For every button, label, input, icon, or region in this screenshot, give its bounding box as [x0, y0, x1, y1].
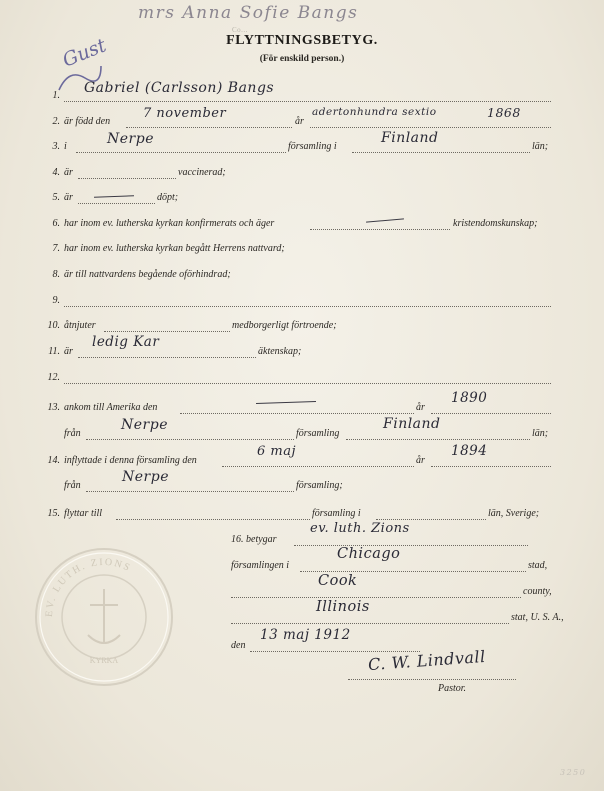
pencil-name-annotation: mrs Anna Sofie Bangs	[138, 3, 359, 23]
field-line	[431, 413, 551, 414]
field-moved-from: Nerpe	[122, 469, 169, 485]
signature: C. W. Lindvall	[367, 646, 487, 675]
date-label: den	[231, 640, 246, 651]
field-line	[231, 597, 521, 598]
dash-mark	[256, 401, 316, 404]
field-line	[104, 331, 230, 332]
field-line	[222, 466, 414, 467]
watermark-text: Co...	[232, 26, 248, 34]
arrived-america-label: ankom till Amerika den	[64, 402, 158, 413]
line-number: 11.	[48, 346, 60, 357]
blue-annotation: Gust	[59, 34, 110, 72]
field-line	[346, 439, 530, 440]
year-label: år	[416, 455, 425, 466]
parish-label: församling	[296, 428, 340, 439]
dash-mark	[366, 218, 404, 222]
field-born-day: 7 november	[143, 106, 227, 121]
parish-label: församling;	[296, 480, 343, 491]
field-line	[126, 127, 292, 128]
field-born-year-words: adertonhundra sextio	[312, 106, 437, 118]
field-moved-year: 1894	[451, 443, 488, 459]
parish-in-label: församling i	[312, 508, 361, 519]
field-line	[86, 491, 294, 492]
civic-trust-label: medborgerligt förtroende;	[232, 320, 337, 331]
line-number: 12.	[47, 372, 60, 383]
line-number: 1.	[52, 90, 60, 101]
field-line	[180, 413, 414, 414]
pastor-label: Pastor.	[438, 683, 467, 694]
baptized-label: döpt;	[157, 192, 179, 203]
embossed-seal	[30, 543, 178, 691]
line-number: 7.	[52, 243, 60, 254]
vaccinated-label: vaccinerad;	[178, 167, 226, 178]
is-label: är	[64, 167, 73, 178]
year-label: år	[416, 402, 425, 413]
town-label: stad,	[528, 560, 548, 571]
line-number: 9.	[52, 295, 60, 306]
line-number: 15.	[47, 508, 60, 519]
field-arrival-year: 1890	[451, 390, 488, 406]
from-label: från	[64, 480, 81, 491]
lan-label: län;	[532, 141, 549, 152]
field-line	[300, 571, 526, 572]
enjoys-label: åtnjuter	[64, 320, 96, 331]
marriage-label: äktenskap;	[258, 346, 302, 357]
is-label: är	[64, 192, 73, 203]
field-line	[431, 466, 551, 467]
field-line	[78, 357, 256, 358]
field-arrival-lan: Finland	[383, 416, 441, 432]
dash-mark	[94, 195, 134, 197]
seal-ring-text: EV. LUTH. ZIONS	[43, 556, 133, 618]
svg-text:EV. LUTH. ZIONS	[44, 557, 133, 617]
parish-in-label: församling i	[288, 141, 337, 152]
certifies-label: 16. betygar	[231, 534, 277, 545]
field-line	[310, 229, 450, 230]
field-line	[78, 178, 176, 179]
communion-label: har inom ev. lutherska kyrkan begått Herrens nattvard;	[64, 243, 285, 254]
field-line	[76, 152, 286, 153]
field-county: Cook	[318, 573, 358, 589]
knowledge-label: kristendomskunskap;	[453, 218, 538, 229]
from-label: från	[64, 428, 81, 439]
field-civil-status: ledig Kar	[92, 334, 160, 350]
line-number: 10.	[47, 320, 60, 331]
lan-sweden-label: län, Sverige;	[488, 508, 540, 519]
field-line	[310, 127, 551, 128]
field-line	[64, 101, 551, 102]
field-line	[64, 306, 551, 307]
seal-inner-text: KYRKA	[89, 656, 119, 665]
field-born-year: 1868	[487, 105, 521, 120]
field-line	[348, 679, 516, 680]
line-number: 6.	[52, 218, 60, 229]
field-born-parish: Nerpe	[107, 131, 154, 147]
field-line	[78, 203, 155, 204]
field-line	[352, 152, 530, 153]
field-date: 13 maj 1912	[260, 627, 351, 643]
county-label: county,	[523, 586, 552, 597]
field-name: Gabriel (Carlsson) Bangs	[84, 80, 275, 96]
line-number: 3.	[52, 141, 60, 152]
line-number: 5.	[52, 192, 60, 203]
lan-label: län;	[532, 428, 549, 439]
is-label: är	[64, 346, 73, 357]
moving-to-label: flyttar till	[64, 508, 103, 519]
page-title: FLYTTNINGSBETYG.	[226, 33, 378, 48]
line-number: 2.	[52, 116, 60, 127]
unhindered-label: är till nattvardens begående oförhindrad;	[64, 269, 231, 280]
field-moved-date: 6 maj	[257, 444, 297, 459]
line-number: 14.	[47, 455, 60, 466]
field-line	[376, 519, 486, 520]
born-label: är född den	[64, 116, 111, 127]
state-label: stat, U. S. A.,	[511, 612, 564, 623]
field-line	[250, 651, 420, 652]
field-line	[231, 623, 509, 624]
moved-in-label: inflyttade i denna församling den	[64, 455, 197, 466]
field-line	[294, 545, 528, 546]
line-number: 4.	[52, 167, 60, 178]
line-number: 13.	[47, 402, 60, 413]
parish-of-label: församlingen i	[231, 560, 290, 571]
corner-pencil-mark: 3250	[560, 768, 587, 777]
field-certifier: ev. luth. Zions	[310, 521, 410, 536]
page-subtitle: (För enskild person.)	[259, 54, 345, 64]
field-town: Chicago	[337, 546, 401, 562]
year-label: år	[295, 116, 304, 127]
in-label: i	[64, 141, 67, 152]
field-line	[116, 519, 310, 520]
field-line	[64, 383, 551, 384]
line-number: 8.	[52, 269, 60, 280]
field-state: Illinois	[316, 599, 370, 615]
field-arrival-parish: Nerpe	[121, 417, 168, 433]
field-line	[86, 439, 294, 440]
field-born-lan: Finland	[381, 130, 439, 146]
confirmed-label: har inom ev. lutherska kyrkan konfirmerats och äger	[64, 218, 275, 229]
